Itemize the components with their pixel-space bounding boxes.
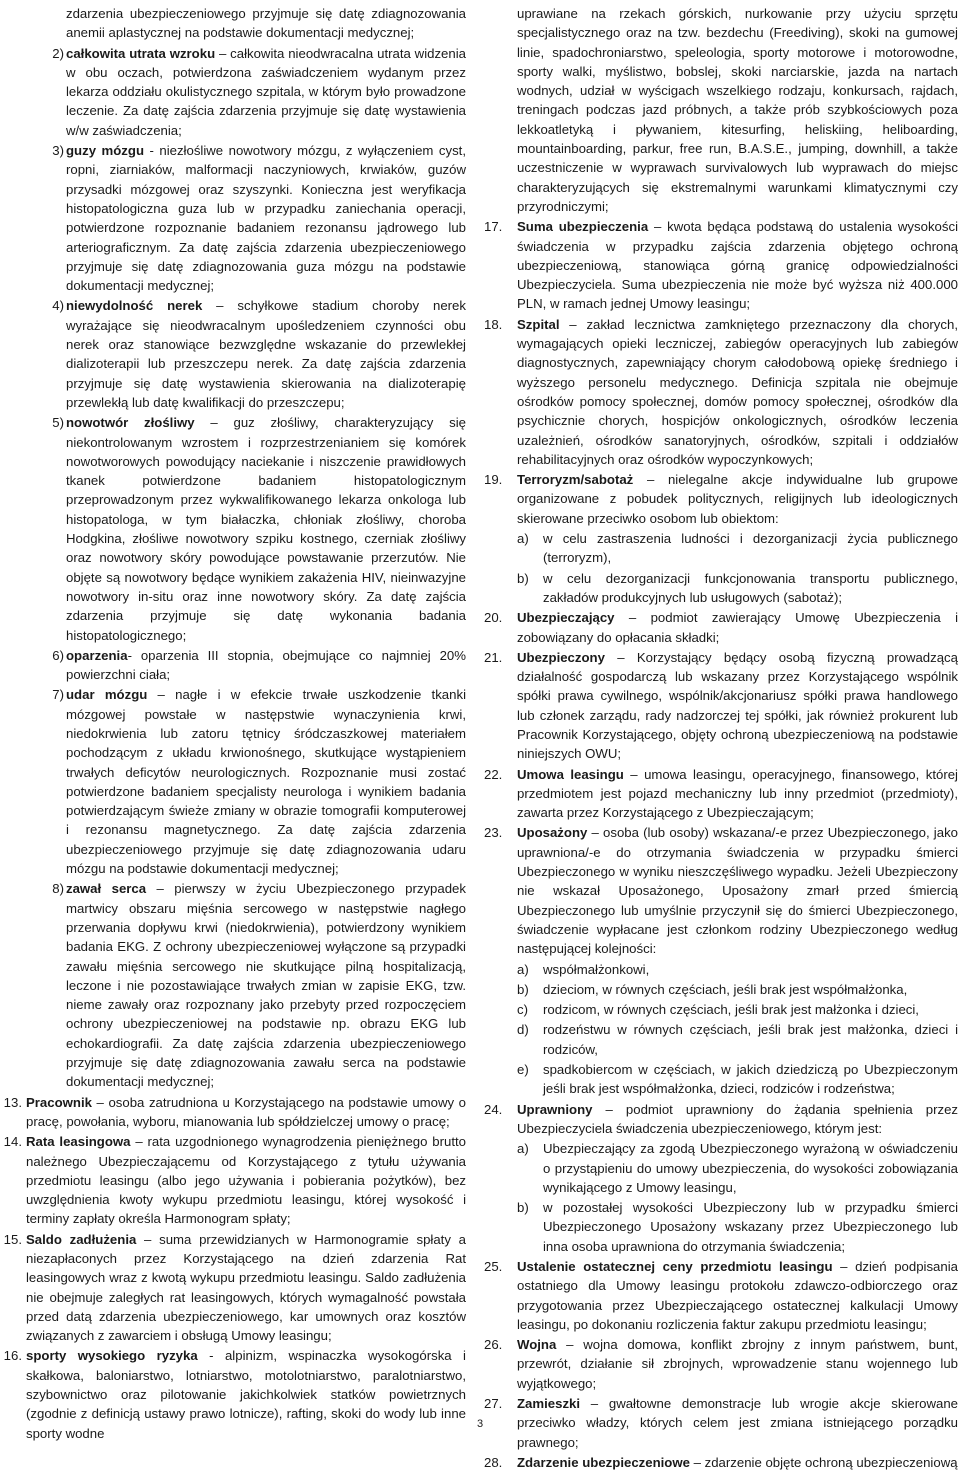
definition-item <box>484 648 958 764</box>
sub-letter: a) <box>517 961 529 977</box>
item-number: 27. <box>484 1396 503 1412</box>
sub-letter: c) <box>517 1002 528 1018</box>
item-number: 26. <box>484 1337 503 1353</box>
item-number: 24. <box>484 1101 503 1117</box>
sub-text: spadkobiercom w częściach, w jakich dziedziczą po Ubezpieczonym jeśli brak jest współmałżonka, dzieci, rodziców i rodzeństwa; <box>543 1062 958 1097</box>
sub-letter: b) <box>517 1200 529 1216</box>
sub-letter: b) <box>517 981 529 997</box>
sub-letter: a) <box>517 1141 529 1157</box>
term: Ubezpieczający <box>517 610 615 626</box>
sub-item <box>484 1139 958 1197</box>
sub-letter: b) <box>517 570 529 586</box>
term: sporty wysokiego ryzyka <box>26 1348 198 1364</box>
sub-text: w celu dezorganizacji funkcjonowania transportu publicznego, zakładów produkcyjnych lub usługowych (sabotaż); <box>543 570 958 605</box>
term: Pracownik <box>26 1094 92 1110</box>
numbered-item <box>0 141 466 295</box>
definition-item <box>484 1335 958 1393</box>
term: niewydolność nerek <box>66 298 203 314</box>
item-number: 7) <box>52 687 64 703</box>
definition-item <box>484 608 958 647</box>
definition-text: - niezłośliwe nowotwory mózgu, z wyłączeniem cyst, ropni, ziarniaków, malformacji naczyniowych, krwiaków, guzów przysadki mózgowej oraz szyszynki. Konieczna jest weryfikacja histopatologiczna guza lub w przypadku zaniechania operacji, potwierdzone rozpoznanie badaniem rezonansu jądrowego lub arteriograficznym. Za datę zajścia zdarzenia ubezpieczeniowego przyjmuje się datę zdiagnozowania guza mózgu na podstawie dokumentacji medycznej; <box>66 143 466 294</box>
numbered-item <box>0 879 466 1091</box>
definition-item <box>484 217 958 313</box>
definition-text: – schyłkowe stadium choroby nerek wyrażające się nieodwracalnym upośledzeniem czynności obu nerek oraz stanowiące bezwzględne wskazanie do przewlekłej dializoterapii lub przeszczepu nerek. Za datę zajścia zdarzenia przyjmuje się datę wystawienia skierowania na dializoterapię przewlekłą lub datę kwalifikacji do przeszczepu; <box>66 298 466 410</box>
term: Wojna <box>517 1337 557 1353</box>
definition-text: – osoba (lub osoby) wskazana/-e przez Ubezpieczonego, jako uprawniona/-e do otrzymania świadczenia w przypadku śmierci Ubezpieczonego w wyniku nieszczęśliwego wypadku. Jeżeli Ubezpieczony nie wskazał Uposażonego, Uposażony zmarł przed śmiercią Ubezpieczonego lub umyślnie przyczynił się do śmierci Ubezpieczonego, świadczenie wypłacane jest członkom rodziny Ubezpieczonego według następującej kolejności: <box>517 825 958 957</box>
definition-item <box>484 765 958 823</box>
item-number: 25. <box>484 1259 503 1274</box>
numbered-item <box>0 44 466 140</box>
numbered-item <box>0 646 466 685</box>
definition-item <box>484 823 958 958</box>
term: Suma ubezpieczenia <box>517 219 649 235</box>
sub-text: w celu zastraszenia ludności i dezorganizacji życia publicznego (terroryzm), <box>543 531 958 566</box>
definition-item <box>484 470 958 528</box>
item-number: 5) <box>52 415 64 431</box>
definitions-20-22 <box>484 608 958 822</box>
term: całkowita utrata wzroku <box>66 45 216 61</box>
definition-text: - oparzenia III stopnia, obejmujące co najmniej 20% powierzchni ciała; <box>66 647 466 683</box>
definition-text: – nagłe i w efekcie trwałe uszkodzenie tkanki mózgowej powstałe w następstwie wynaczynienia krwi, niedokrwienia lub zatoru tętnicy śródczaszkowej materiałem pochodzącym z układu krwionośnego, skutkujące wystąpieniem trwałych deficytów neurologicznych. Rozpoznanie musi zostać potwierdzone badaniem specjalisty neurologa i wynikiem badania potwierdzającym świeże zmiany w obrazie tomografii komputerowej i rezonansu magnetycznego. Za datę zajścia zdarzenia ubezpieczeniowego przyjmuje się datę zdiagnozowania udaru mózgu na podstawie dokumentacji medycznej; <box>66 687 466 877</box>
item-number: 18. <box>484 316 503 332</box>
definitions-17-18 <box>484 217 958 469</box>
definition-item <box>0 1230 466 1346</box>
definition-text: - alpinizm, wspinaczka wysokogórska i skałkowa, baloniarstwo, lotniarstwo, motolotniarstwo, paralotniarstwo, szybownictwo oraz pilotowanie jakichkolwiek statków powietrznych (zgodnie z definicją ustawy prawo lotnicze), rafting, skoki do wody lub inne sporty wodne <box>26 1348 466 1441</box>
sub-letter: a) <box>517 531 529 547</box>
definition-item <box>484 1453 958 1472</box>
item-number: 28. <box>484 1454 503 1470</box>
sub-item <box>484 529 958 568</box>
sub-letter: e) <box>517 1062 529 1078</box>
definition-text: – rata uzgodnionego wynagrodzenia pieniężnego brutto należnego Ubezpieczającemu od Korzystającego z tytułu używania przedmiotu leasingu (albo jego używania i pobierania pożytków), bez uwzględnienia kwoty wykupu przedmiotu leasingu, której wysokość i terminy zapłaty określa Harmonogram spłaty; <box>26 1134 466 1227</box>
item-number: 2) <box>52 45 64 61</box>
sub-text: Ubezpieczający za zgodą Ubezpieczonego wyrażoną w oświadczeniu o przystąpieniu do umowy ubezpieczenia, do wysokości zobowiązania wynikającego z Umowy leasingu, <box>543 1141 958 1195</box>
item-number: 17. <box>484 219 503 235</box>
definition-item <box>484 1257 958 1334</box>
item-number: 6) <box>52 647 64 663</box>
sub-text: rodzeństwu w równych częściach, jeśli brak jest małżonka, dzieci i rodziców, <box>543 1022 958 1057</box>
definition-text: – gwałtowne demonstracje lub wrogie akcje skierowane przeciwko władzy, których celem jest zmiana istniejącego porządku prawnego; <box>517 1396 958 1450</box>
right-continuation: uprawiane na rzekach górskich, nurkowanie przy użyciu sprzętu specjalistycznego oraz na tzw. bezdechu (Freediving), skoki na gumowej linie, spadochroniarstwo, speleologia, sporty motorowe i motorowodne, sporty walki, myślistwo, bobslej, skoki narciarskie, jazda na nartach wodnych, udział w wyścigach wszelkiego rodzaju, konkursach, rajdach, treningach podczas jazd próbnych, a także prób szybkościowych poza lekkoatletyką i pływaniem, kitesurfing, heliskiing, heliboarding, mountainboarding, parkur, free run, B.A.S.E., jumping, downhill, a także uczestniczenie w wyprawach survivalowych lub wyprawach do miejsc charakteryzujących się ekstremalnymi warunkami klimatycznymi czy przyrodniczymi; <box>517 6 958 214</box>
item-number: 19. <box>484 472 503 488</box>
term: Ubezpieczony <box>517 649 605 665</box>
item-number: 14. <box>3 1134 22 1150</box>
term: Rata leasingowa <box>26 1134 131 1150</box>
sub-text: rodzicom, w równych częściach, jeśli brak jest małżonka i dzieci, <box>543 1002 919 1018</box>
definition-item <box>0 1132 466 1228</box>
definition-text: – podmiot zawierający Umowę Ubezpieczenia i zobowiązany do opłacania składki; <box>517 610 958 645</box>
definition-text: – kwota będąca podstawą do ustalenia wysokości świadczenia w przypadku zajścia zdarzenia objętego ochroną ubezpieczeniową, stanowiąca górną granicę odpowiedzialności Ubezpieczyciela. Suma ubezpieczenia nie może być wyższa niż 400.000 PLN, w ramach jednej Umowy leasingu; <box>517 219 959 312</box>
definition-text: – zakład lecznictwa zamkniętego przeznaczony dla chorych, wymagających opieki leczniczej, zabiegów operacyjnych lub zabiegów diagnostycznych, zapewniający chorym całodobową opiekę średniego i wyższego personelu medycznego. Definicja szpitala nie obejmuje ośrodków pomocy społecznej, domów pomocy społecznej, ośrodków dla psychicznie chorych, hospicjów onkologicznych, ośrodków leczenia uzależnień, ośrodków sanatoryjnych, ośrodków, szpitali i oddziałów rehabilitacyjnych oraz ośrodków wypoczynkowych; <box>517 316 958 467</box>
sub-letter: d) <box>517 1022 529 1038</box>
item-number: 20. <box>484 610 503 626</box>
term: zawał serca <box>66 881 147 897</box>
sub-item <box>484 1060 958 1099</box>
term: Zamieszki <box>517 1396 581 1412</box>
numbered-item <box>0 413 466 645</box>
sub-item <box>484 569 958 608</box>
item-number: 23. <box>484 825 503 841</box>
sub-item <box>484 1198 958 1256</box>
term: Uprawniony <box>517 1101 593 1117</box>
numbered-item <box>0 685 466 878</box>
sub-item <box>484 960 958 979</box>
definition-item <box>0 1093 466 1132</box>
definition-text: – pierwszy w życiu Ubezpieczonego przypadek martwicy obszaru mięśnia sercowego w następstwie nagłego przerwania dopływu krwi (niedokrwienia), potwierdzony wynikiem badania EKG. Z ochrony ubezpieczeniowej wyłączone są przypadki zawału mięśnia sercowego nie skutkujące pilną hospitalizacją, leczone i nie pozostawiające trwałych zmian w zapisie EKG, tzw. nieme zawały oraz rozpoznany jako przebyty przed rozpoczęciem ochrony ubezpieczeniowej na podstawie np. obrazu EKG lub echokardiografii. Za datę zajścia zdarzenia ubezpieczeniowego przyjmuje się datę zdiagnozowania zawału serca na podstawie dokumentacji medycznej; <box>66 881 466 1090</box>
term: guzy mózgu <box>66 143 145 159</box>
page-number: 3 <box>476 1418 484 1430</box>
definition-text: – osoba zatrudniona u Korzystającego na podstawie umowy o pracę, powołania, wyboru, mianowania lub spółdzielczej umowy o pracę; <box>26 1094 466 1129</box>
definition-text: – nielegalne akcje indywidualne lub grupowe organizowane z pobudek politycznych, religijnych lub ideologicznych skierowane przeciwko osobom lub obiektom: <box>517 472 958 526</box>
sub-item <box>484 980 958 999</box>
definition-item <box>484 1100 958 1139</box>
item-number: 22. <box>484 766 503 782</box>
sub-item <box>484 1020 958 1059</box>
definition-text: – Korzystający będący osobą fizyczną prowadzącą działalność gospodarczą lub wskazany przez Korzystającego wspólnik spółki prawa cywilnego, wspólnik/akcjonariusz spółki prawa handlowego lub członek zarządu, rady nadzorczej tej spółki, jak również prokurent lub Pracownik Korzystającego, objęty ochroną ubezpieczeniową na podstawie niniejszych OWU; <box>517 649 958 762</box>
definition-text: – wojna domowa, konflikt zbrojny z innym państwem, bunt, przewrót, działanie sił zbrojnych, wprowadzenie stanu wojennego lub wyjątkowego; <box>517 1337 958 1391</box>
definition-text: – umowa leasingu, operacyjnego, finansowego, której przedmiotem jest pojazd mechaniczny lub inny przedmiot (przedmioty), zawarta przez Korzystającego z Ubezpieczającym; <box>517 766 958 821</box>
definition-19 <box>484 470 958 607</box>
left-column <box>0 4 466 1444</box>
definition-24 <box>484 1100 958 1256</box>
left-subitems <box>0 44 466 1092</box>
item-number: 13. <box>3 1094 22 1110</box>
definition-text: – dzień podpisania ostatniego dla Umowy leasingu protokołu zdawczo-odbiorczego oraz przygotowania przez Ubezpieczającego ostatecznej kalkulacji Umowy leasingu, po dokonaniu rozliczenia faktur zakupu przedmiotu leasingu; <box>517 1259 958 1332</box>
term: Ustalenie ostatecznej ceny przedmiotu leasingu <box>517 1259 833 1274</box>
left-definitions <box>0 1093 466 1443</box>
item-number: 16. <box>3 1348 22 1364</box>
right-column <box>484 4 958 1473</box>
item-number: 15. <box>3 1231 22 1247</box>
numbered-item <box>0 296 466 412</box>
term: Terroryzm/sabotaż <box>517 472 634 488</box>
definition-text: – guz złośliwy, charakteryzujący się niekontrolowanym wzrostem i rozprzestrzenianiem się komórek nowotworowych powodujący naciekanie i niszczenie prawidłowych tkanek potwierdzone badaniem histopatologicznym przeprowadzonym przez wykwalifikowanego lekarza onkologa lub histopatologa, w tym białaczka, chłoniak złośliwy, choroba Hodgkina, złośliwe nowotwory szpiku kostnego, czerniak złośliwy oraz nowotwory skóry powodujące powstawanie przerzutów. Nie objęte są nowotwory będące wynikiem zakażenia HIV, nieinwazyjne nowotwory in-situ oraz inne nowotwory skóry. Za datę zajścia zdarzenia przyjmuje się datę wykonania badania histopatologicznego; <box>66 415 466 643</box>
definition-text: – całkowita nieodwracalna utrata widzenia w obu oczach, potwierdzona zaświadczeniem wydanym przez lekarza oddziału okulistycznego szpitala, w którym było prowadzone leczenie. Za datę zajścia zdarzenia przyjmuje się datę wystawienia w/w zaświadczenia; <box>66 45 466 138</box>
sub-item <box>484 1000 958 1019</box>
definition-text: – zdarzenie objęte ochroną ubezpieczeniową <box>689 1454 958 1470</box>
term: Saldo zadłużenia <box>26 1231 137 1247</box>
sub-text: dzieciom, w równych częściach, jeśli brak jest współmałżonka, <box>543 981 908 997</box>
definition-item <box>484 315 958 469</box>
item-number: 4) <box>52 298 64 314</box>
sub-text: współmałżonkowi, <box>543 961 650 977</box>
term: nowotwór złośliwy <box>66 415 195 431</box>
item-number: 21. <box>484 649 503 665</box>
definition-23 <box>484 823 958 1098</box>
left-continuation: zdarzenia ubezpieczeniowego przyjmuje się datę zdiagnozowania anemii aplastycznej na podstawie dokumentacji medycznej; <box>66 6 466 41</box>
term: oparzenia <box>66 647 128 663</box>
definitions-25-28 <box>484 1257 958 1472</box>
term: Zdarzenie ubezpieczeniowe <box>517 1454 690 1470</box>
definition-text: – suma przewidzianych w Harmonogramie spłaty a niezapłaconych przez Korzystającego na dzień zdarzenia Rat leasingowych wraz z kwotą wykupu przedmiotu leasingu. Saldo zadłużenia nie obejmuje zaległych rat leasingowych, których wymagalność powstała przed datą zdarzenia ubezpieczeniowego, kar umownych oraz kosztów związanych z zawarciem i obsługą Umowy leasingu; <box>26 1231 466 1344</box>
item-number: 8) <box>52 881 64 897</box>
item-number: 3) <box>52 143 64 159</box>
sub-text: w pozostałej wysokości Ubezpieczony lub w przypadku śmierci Ubezpieczonego Uposażony wskazany przez Ubezpieczonego lub inna osoba uprawniona do otrzymania świadczenia; <box>543 1200 958 1254</box>
term: Szpital <box>517 316 560 332</box>
term: Umowa leasingu <box>517 766 624 782</box>
term: udar mózgu <box>66 687 148 703</box>
definition-text: – podmiot uprawniony do żądania spełnienia przez Ubezpieczyciela świadczenia ubezpieczeniowego, którym jest: <box>517 1101 958 1136</box>
term: Uposażony <box>517 825 588 841</box>
